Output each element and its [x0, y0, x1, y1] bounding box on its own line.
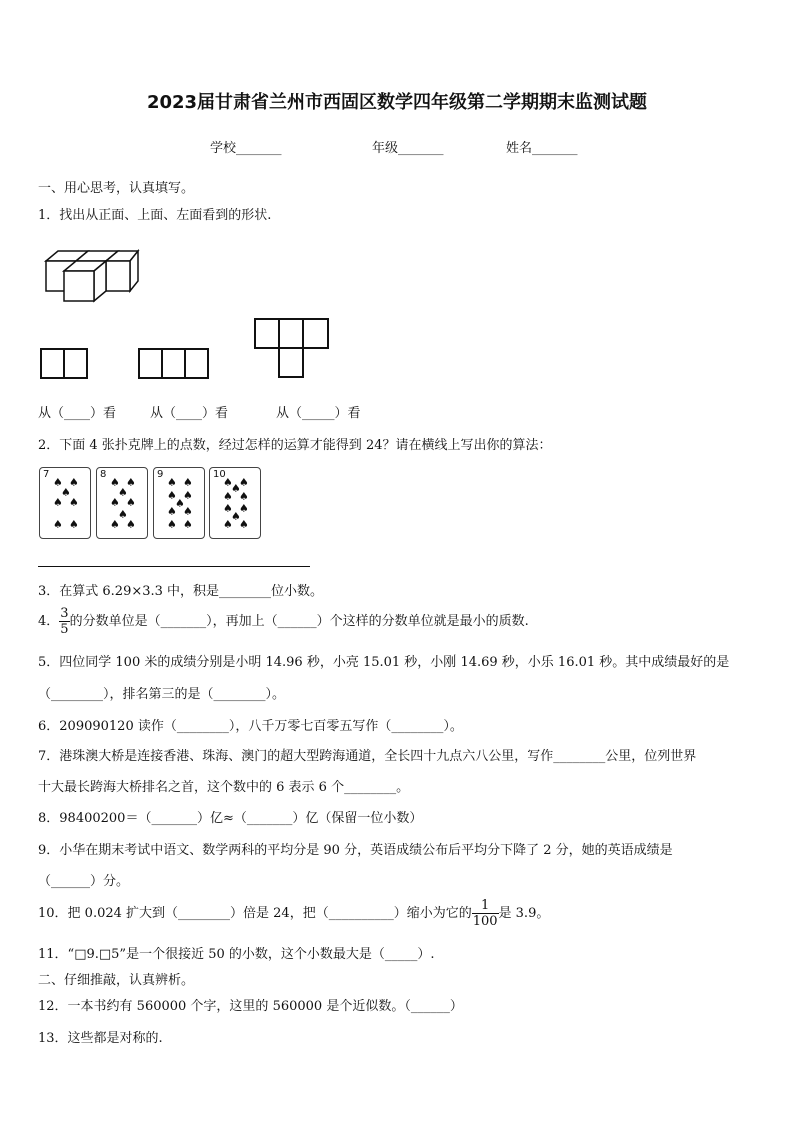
card-rank: 8	[100, 469, 107, 480]
svg-text:♠: ♠	[61, 486, 71, 499]
question-11: 11．“□9.□5”是一个很接近 50 的小数，这个小数最大是（_____）.	[38, 947, 435, 962]
question-3: 3．在算式 6.29×3.3 中，积是________位小数。	[38, 584, 324, 599]
svg-text:♠: ♠	[126, 496, 136, 509]
grade-field: 年级_______	[372, 141, 444, 156]
playing-card-8	[96, 467, 148, 539]
svg-text:♠: ♠	[223, 490, 233, 503]
fraction-numerator: 3	[60, 606, 69, 621]
answer-line	[38, 566, 310, 567]
fraction-denominator: 5	[60, 622, 69, 637]
svg-text:♠: ♠	[69, 496, 79, 509]
question-13: 13．这些都是对称的.	[38, 1031, 163, 1046]
question-12: 12．一本书约有 560000 个字，这里的 560000 是个近似数。（______）	[38, 999, 463, 1014]
section-1-heading: 一、用心思考，认真填写。	[38, 181, 195, 196]
school-field: 学校_______	[210, 141, 282, 156]
svg-text:♠: ♠	[118, 486, 128, 499]
question-7-line-2: 十大最长跨海大桥排名之首，这个数中的 6 表示 6 个________。	[38, 780, 410, 795]
question-9-line-2: （______）分。	[38, 874, 130, 889]
card-rank: 7	[43, 469, 50, 480]
spade-pips	[210, 468, 260, 538]
card-rank: 10	[213, 469, 226, 480]
page-title: 2023届甘肃省兰州市西固区数学四年级第二学期期末监测试题	[146, 92, 648, 113]
question-2: 2．下面 4 张扑克牌上的点数，经过怎样的运算才能得到 24？请在横线上写出你的算法：	[38, 438, 552, 453]
svg-text:♠: ♠	[183, 518, 193, 531]
q10-prefix: 10．把 0.024 扩大到（________）倍是 24，把（__________）缩小为它的	[38, 906, 472, 921]
cube-stack-figure	[40, 245, 145, 305]
svg-text:♠: ♠	[118, 508, 128, 521]
svg-text:♠: ♠	[239, 518, 249, 531]
question-6: 6．209090120 读作（________），八千万零七百零五写作（________）。	[38, 719, 463, 734]
name-field: 姓名_______	[506, 141, 578, 156]
q1-answer-2: 从（____）看	[150, 406, 229, 421]
svg-text:♠: ♠	[167, 518, 177, 531]
view-shape-t-shape	[254, 318, 334, 380]
svg-text:♠: ♠	[110, 476, 120, 489]
svg-text:♠: ♠	[239, 476, 249, 489]
svg-text:♠: ♠	[223, 518, 233, 531]
view-shape-two-squares	[40, 348, 90, 380]
fraction-numerator: 1	[472, 898, 499, 914]
question-10	[38, 898, 549, 929]
svg-text:♠: ♠	[126, 518, 136, 531]
fraction-3-5	[59, 606, 69, 637]
card-rank: 9	[157, 469, 164, 480]
playing-card-9	[153, 467, 205, 539]
svg-text:♠: ♠	[183, 489, 193, 502]
svg-text:♠: ♠	[223, 502, 233, 515]
svg-text:♠: ♠	[69, 476, 79, 489]
fraction-1-100	[472, 898, 499, 929]
question-8: 8．98400200＝（_______）亿≈（_______）亿（保留一位小数）	[38, 811, 423, 826]
svg-text:♠: ♠	[167, 489, 177, 502]
svg-text:♠: ♠	[167, 505, 177, 518]
section-2-heading: 二、仔细推敲，认真辨析。	[38, 973, 195, 988]
q1-answer-3: 从（_____）看	[276, 406, 361, 421]
spade-pips	[154, 468, 204, 538]
svg-text:♠: ♠	[126, 476, 136, 489]
svg-text:♠: ♠	[69, 518, 79, 531]
svg-text:♠: ♠	[110, 518, 120, 531]
q4-prefix: 4．	[38, 614, 60, 629]
svg-text:♠: ♠	[183, 505, 193, 518]
svg-text:♠: ♠	[167, 476, 177, 489]
svg-text:♠: ♠	[223, 476, 233, 489]
question-7-line-1: 7．港珠澳大桥是连接香港、珠海、澳门的超大型跨海通道，全长四十九点六八公里，写作________公里，位列世界	[38, 749, 697, 764]
spade-pips	[97, 468, 147, 538]
svg-text:♠: ♠	[110, 496, 120, 509]
question-9-line-1: 9．小华在期末考试中语文、数学两科的平均分是 90 分，英语成绩公布后平均分下降了 2 分，她的英语成绩是	[38, 843, 673, 858]
view-shape-three-squares	[138, 348, 212, 380]
question-1: 1．找出从正面、上面、左面看到的形状.	[38, 208, 272, 223]
q1-answer-1: 从（____）看	[38, 406, 117, 421]
svg-text:♠: ♠	[175, 497, 185, 510]
q4-text: 的分数单位是（_______），再加上（______）个这样的分数单位就是最小的质数.	[69, 614, 529, 629]
fraction-denominator: 100	[472, 914, 498, 929]
svg-text:♠: ♠	[53, 476, 63, 489]
svg-text:♠: ♠	[239, 502, 249, 515]
q10-suffix: 是 3.9。	[498, 906, 550, 921]
svg-text:♠: ♠	[231, 482, 241, 495]
question-5-line-1: 5．四位同学 100 米的成绩分别是小明 14.96 秒，小亮 15.01 秒，小刚 14.69 秒，小乐 16.01 秒。其中成绩最好的是	[38, 655, 730, 670]
playing-card-7	[39, 467, 91, 539]
spade-pips	[40, 468, 90, 538]
question-5-line-2: （________），排名第三的是（________）。	[38, 687, 286, 702]
svg-text:♠: ♠	[183, 476, 193, 489]
svg-text:♠: ♠	[53, 496, 63, 509]
svg-text:♠: ♠	[53, 518, 63, 531]
svg-text:♠: ♠	[239, 490, 249, 503]
svg-text:♠: ♠	[231, 510, 241, 523]
question-4	[38, 606, 529, 637]
playing-card-10	[209, 467, 261, 539]
